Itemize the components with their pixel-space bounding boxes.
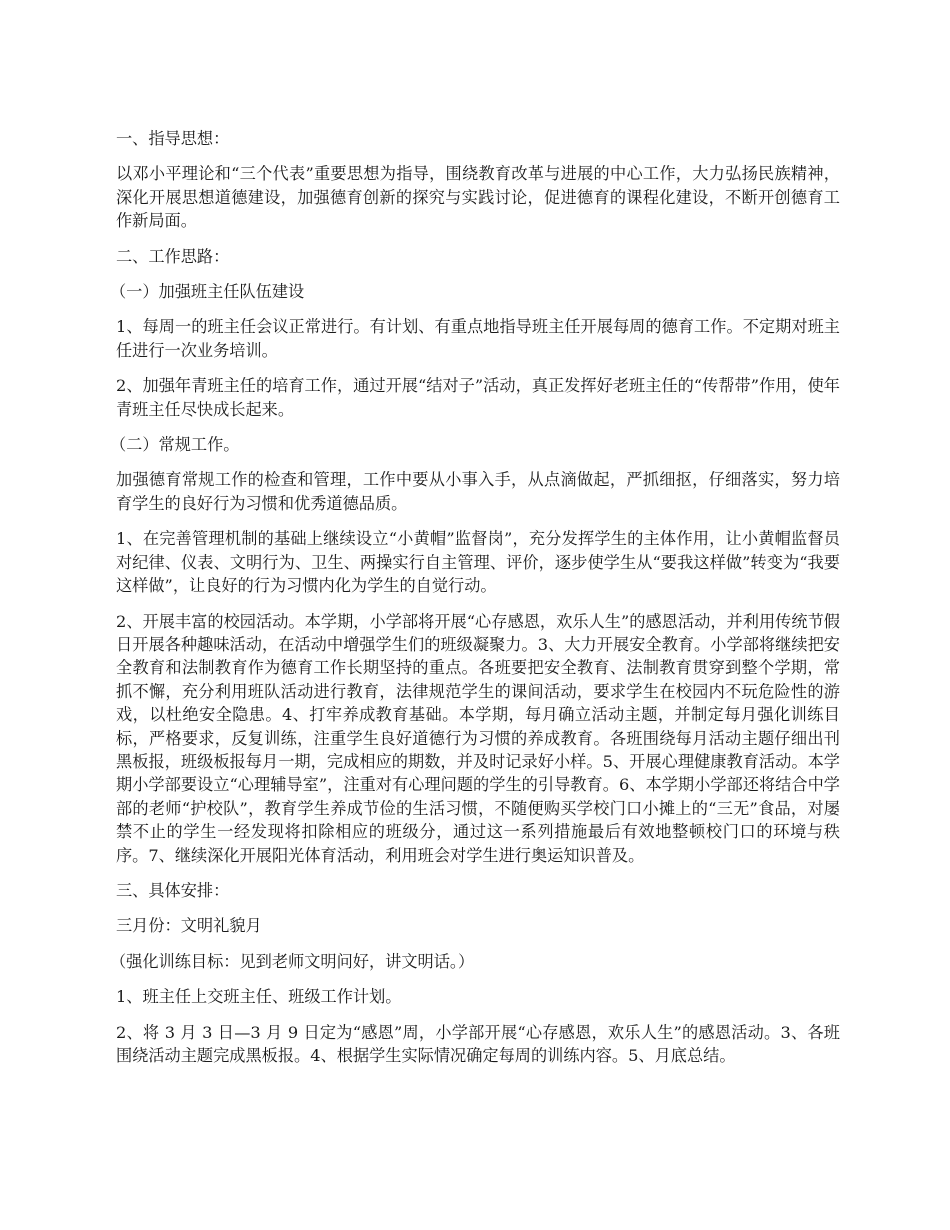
document-page <box>110 127 840 1079</box>
paragraph-young-teacher-training: 2、加强年青班主任的培育工作，通过开展“结对子”活动，真正发挥好老班主任的“传帮带”作用，使年青班主任尽快成长起来。 <box>116 376 840 419</box>
paragraph-weekly-meeting: 1、每周一的班主任会议正常进行。有计划、有重点地指导班主任开展每周的德育工作。不定期对班主任进行一次业务培训。 <box>116 317 840 360</box>
subsection-heading-teacher-team: （一）加强班主任队伍建设 <box>110 282 305 302</box>
paragraph-submit-plans: 1、班主任上交班主任、班级工作计划。 <box>116 987 402 1007</box>
section-heading-specific-arrangements: 三、具体安排： <box>116 880 230 900</box>
paragraph-march-training-goal: （强化训练目标：见到老师文明问好，讲文明话。） <box>110 951 475 971</box>
paragraph-gratitude-week: 2、将 3 月 3 日—3 月 9 日定为“感恩”周，小学部开展“心存感恩，欢乐人生”的感恩活动。3、各班围绕活动主题完成黑板报。4、根据学生实际情况确定每周的训练内容。5、月底总结。 <box>116 1022 840 1065</box>
section-heading-work-approach: 二、工作思路： <box>116 246 230 266</box>
paragraph-campus-activities: 2、开展丰富的校园活动。本学期，小学部将开展“心存感恩，欢乐人生”的感恩活动，并利用传统节假日开展各种趣味活动，在活动中增强学生们的班级凝聚力。3、大力开展安全教育。小学部将继续把安全教育和法制教育作为德育工作长期坚持的重点。各班要把安全教育、法制教育贯穿到整个学期，常抓不懈，充分利用班队活动进行教育，法律规范学生的课间活动，要求学生在校园内不玩危险性的游戏，以杜绝安全隐患。4、打牢养成教育基础。本学期，每月确立活动主题，并制定每月强化训练目标，严格要求，反复训练，注重学生良好道德行为习惯的养成教育。各班围绕每月活动主题仔细出刊黑板报，班级板报每月一期，完成相应的期数，并及时记录好小样。5、开展心理健康教育活动。本学期小学部要设立“心理辅导室”，注重对有心理问题的学生的引导教育。6、本学期小学部还将结合中学部的老师“护校队”，教育学生养成节俭的生活习惯，不随便购买学校门口小摊上的“三无”食品，对屡禁不止的学生一经发现将扣除相应的班级分，通过这一系列措施最后有效地整顿校门口的环境与秩序。7、继续深化开展阳光体育活动，利用班会对学生进行奥运知识普及。 <box>116 611 840 865</box>
paragraph-routine-management: 加强德育常规工作的检查和管理，工作中要从小事入手，从点滴做起，严抓细抠，仔细落实，努力培育学生的良好行为习惯和优秀道德品质。 <box>116 470 840 513</box>
paragraph-guiding-ideology: 以邓小平理论和“三个代表”重要思想为指导，围绕教育改革与进展的中心工作，大力弘扬民族精神，深化开展思想道德建设，加强德育创新的探究与实践讨论，促进德育的课程化建设，不断开创德育工作新局面。 <box>116 164 840 231</box>
paragraph-yellow-hat-supervision: 1、在完善管理机制的基础上继续设立“小黄帽”监督岗”，充分发挥学生的主体作用，让小黄帽监督员对纪律、仪表、文明行为、卫生、两操实行自主管理、评价，逐步使学生从“要我这样做”转变为“我要这样做”，让良好的行为习惯内化为学生的自觉行动。 <box>116 529 840 596</box>
paragraph-march-theme: 三月份：文明礼貌月 <box>116 916 262 936</box>
subsection-heading-routine-work: （二）常规工作。 <box>110 435 240 455</box>
section-heading-guiding-ideology: 一、指导思想： <box>116 129 230 148</box>
